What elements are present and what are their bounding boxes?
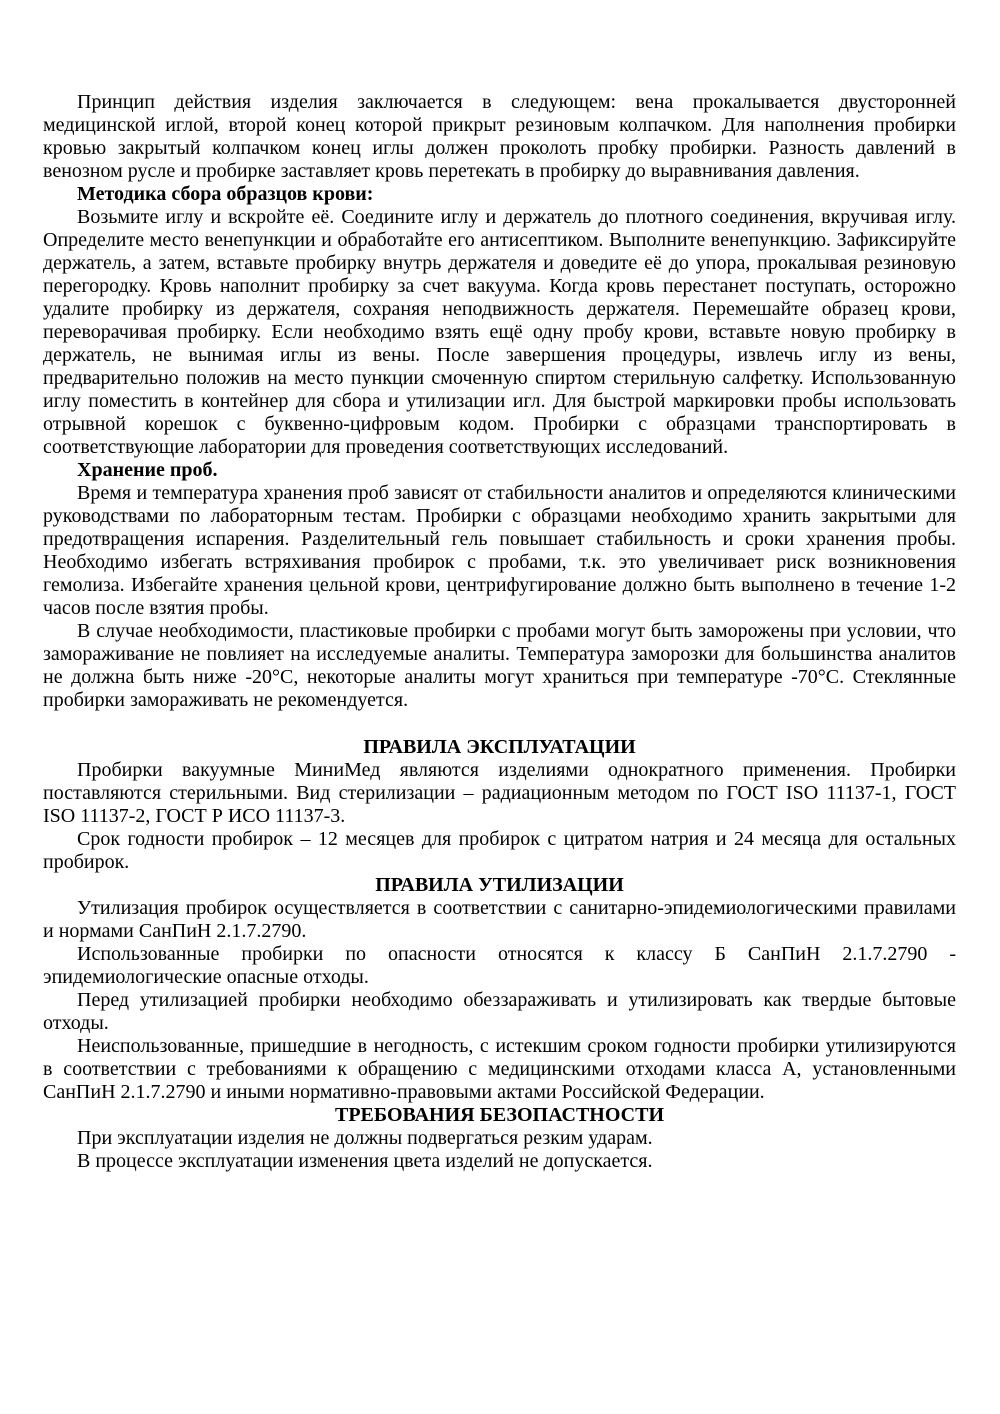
subsection-heading: Методика сбора образцов крови: [77, 183, 374, 205]
paragraph: Перед утилизацией пробирки необходимо обеззараживать и утилизировать как твердые бытовые отходы. [43, 989, 956, 1034]
section-title: ПРАВИЛА ЭКСПЛУАТАЦИИ [363, 736, 636, 758]
paragraph: Пробирки вакуумные МиниМед являются изделиями однократного применения. Пробирки поставляются стерильными. Вид стерилизации – радиационным методом по ГОСТ ISO 11137-1, ГОСТ ISO 11137-2, ГОСТ Р ИСО 11137-3. [43, 759, 956, 827]
paragraph: В процессе эксплуатации изменения цвета изделий не допускается. [77, 1150, 653, 1172]
paragraph: Возьмите иглу и вскройте её. Соедините иглу и держатель до плотного соединения, вкручивая иглу. Определите место венепункции и обработайте его антисептиком. Выполните венепункцию. Зафиксируйте держатель, а затем, вставьте пробирку внутрь держателя и доведите её до упора, прокалывая резиновую перегородку. Кровь наполнит пробирку за счет вакуума. Когда кровь перестанет поступать, осторожно удалите пробирку из держателя, сохраняя неподвижность держателя. Перемешайте образец крови, переворачивая пробирку. Если необходимо взять ещё одну пробу крови, вставьте новую пробирку в держатель, не вынимая иглы из вены. После завершения процедуры, извлечь иглу из вены, предварительно положив на место пункции смоченную спиртом стерильную салфетку. Использованную иглу поместить в контейнер для сбора и утилизации игл. Для быстрой маркировки пробы использовать отрывной корешок с буквенно-цифровым кодом. Пробирки с образцами транспортировать в соответствующие лаборатории для проведения соответствующих исследований. [43, 206, 956, 458]
paragraph: В случае необходимости, пластиковые пробирки с пробами могут быть заморожены при условии, что замораживание не повлияет на исследуемые аналиты. Температура заморозки для большинства аналитов не должна быть ниже -20°С, некоторые аналиты могут храниться при температуре -70°С. Стеклянные пробирки замораживать не рекомендуется. [43, 620, 956, 711]
section-title: ТРЕБОВАНИЯ БЕЗОПАСТНОСТИ [334, 1104, 665, 1126]
paragraph: Принцип действия изделия заключается в следующем: вена прокалывается двусторонней медицинской иглой, второй конец которой прикрыт резиновым колпачком. Для наполнения пробирки кровью закрытый колпачком конец иглы должен проколоть пробку пробирки. Разность давлений в венозном русле и пробирке заставляет кровь перетекать в пробирку до выравнивания давления. [43, 91, 956, 182]
paragraph: Срок годности пробирок – 12 месяцев для пробирок с цитратом натрия и 24 месяца для остальных пробирок. [43, 828, 956, 873]
section-title: ПРАВИЛА УТИЛИЗАЦИИ [375, 874, 624, 896]
paragraph: Использованные пробирки по опасности относятся к классу Б СанПиН 2.1.7.2790 - эпидемиологические опасные отходы. [43, 943, 956, 988]
paragraph: Утилизация пробирок осуществляется в соответствии с санитарно-эпидемиологическими правилами и нормами СанПиН 2.1.7.2790. [43, 897, 956, 942]
paragraph: Время и температура хранения проб зависят от стабильности аналитов и определяются клиническими руководствами по лабораторным тестам. Пробирки с образцами необходимо хранить закрытыми для предотвращения испарения. Разделительный гель повышает стабильность и сроки хранения пробы. Необходимо избегать встряхивания пробирок с пробами, т.к. это увеличивает риск возникновения гемолиза. Избегайте хранения цельной крови, центрифугирование должно быть выполнено в течение 1-2 часов после взятия пробы. [43, 482, 956, 619]
subsection-heading: Хранение проб. [77, 459, 218, 481]
paragraph: Неиспользованные, пришедшие в негодность, с истекшим сроком годности пробирки утилизируются в соответствии с требованиями к обращению с медицинскими отходами класса А, установленными СанПиН 2.1.7.2790 и иными нормативно-правовыми актами Российской Федерации. [43, 1035, 956, 1103]
paragraph: При эксплуатации изделия не должны подвергаться резким ударам. [77, 1127, 653, 1149]
